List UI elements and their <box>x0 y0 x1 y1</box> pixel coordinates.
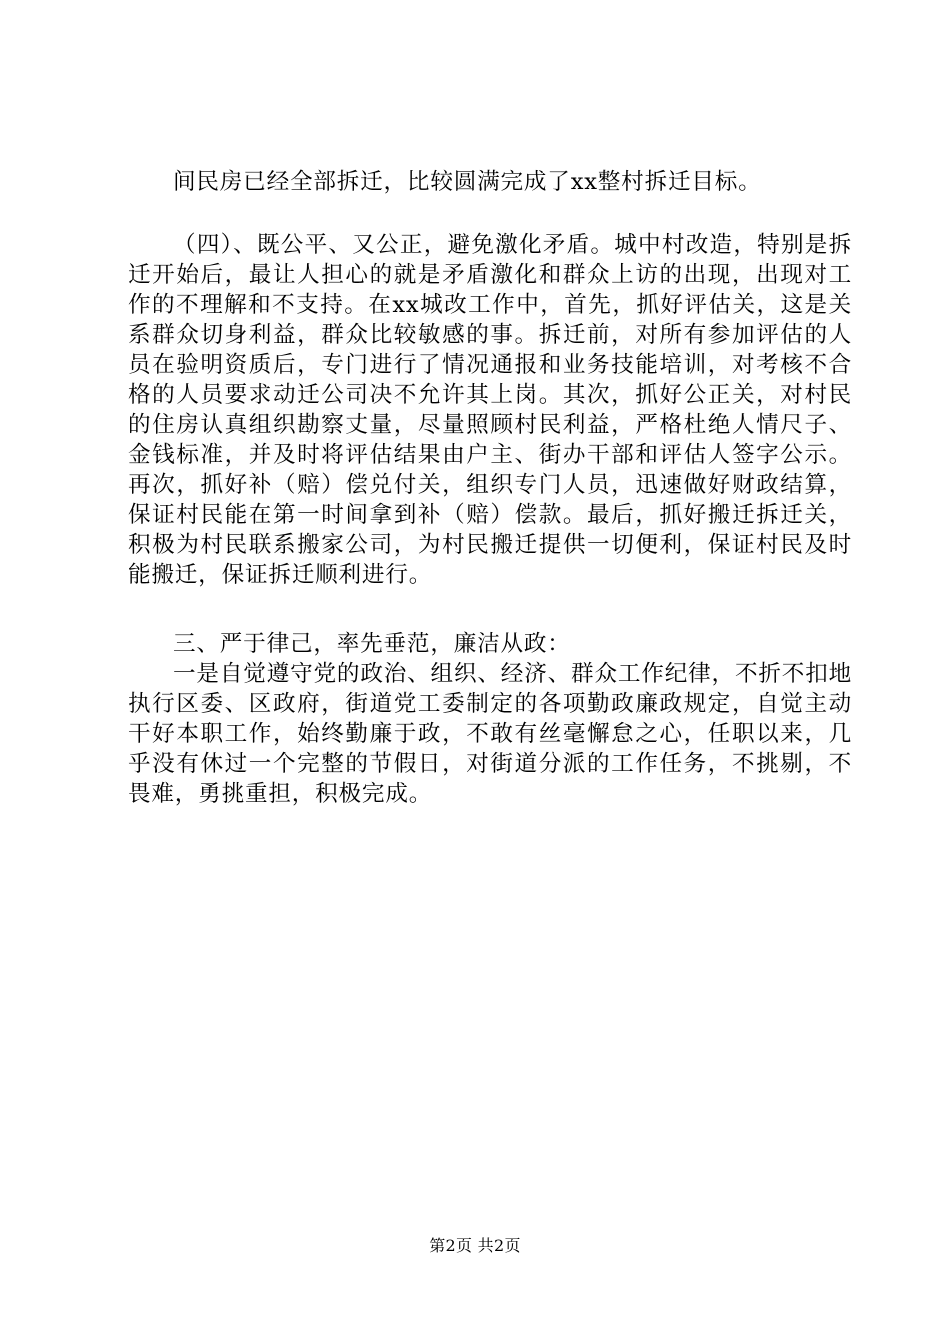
section-heading-three: 三、严于律己，率先垂范，廉洁从政： <box>173 631 571 657</box>
paragraph-continuation: 间民房已经全部拆迁，比较圆满完成了xx整村拆迁目标。 <box>173 169 762 195</box>
paragraph-block-continuation <box>128 167 852 197</box>
paragraph-block-section-three <box>128 629 852 809</box>
paragraph-section-four: （四）、既公平、又公正，避免激化矛盾。城中村改造，特别是拆迁开始后，最让人担心的就是矛盾激化和群众上访的出现，出现对工作的不理解和不支持。在xx城改工作中，首先，抓好评估关，这是关系群众切身利益，群众比较敏感的事。拆迁前，对所有参加评估的人员在验明资质后，专门进行了情况通报和业务技能培训，对考核不合格的人员要求动迁公司决不允许其上岗。其次，抓好公正关，对村民的住房认真组织勘察丈量，尽量照顾村民利益，严格杜绝人情尺子、金钱标准，并及时将评估结果由户主、街办干部和评估人签字公示。再次，抓好补（赔）偿兑付关，组织专门人员，迅速做好财政结算，保证村民能在第一时间拿到补（赔）偿款。最后，抓好搬迁拆迁关，积极为村民联系搬家公司，为村民搬迁提供一切便利，保证村民及时能搬迁，保证拆迁顺利进行。 <box>128 232 852 588</box>
paragraph-point-one: 一是自觉遵守党的政治、组织、经济、群众工作纪律，不折不扣地执行区委、区政府，街道党工委制定的各项勤政廉政规定，自觉主动干好本职工作，始终勤廉于政，不敢有丝毫懈怠之心，任职以来，几乎没有休过一个完整的节假日，对街道分派的工作任务，不挑剔，不畏难，勇挑重担，积极完成。 <box>128 661 852 807</box>
page-footer <box>0 1233 950 1256</box>
page-number-label: 第2页 共2页 <box>429 1236 521 1255</box>
paragraph-block-section-four <box>128 230 852 590</box>
